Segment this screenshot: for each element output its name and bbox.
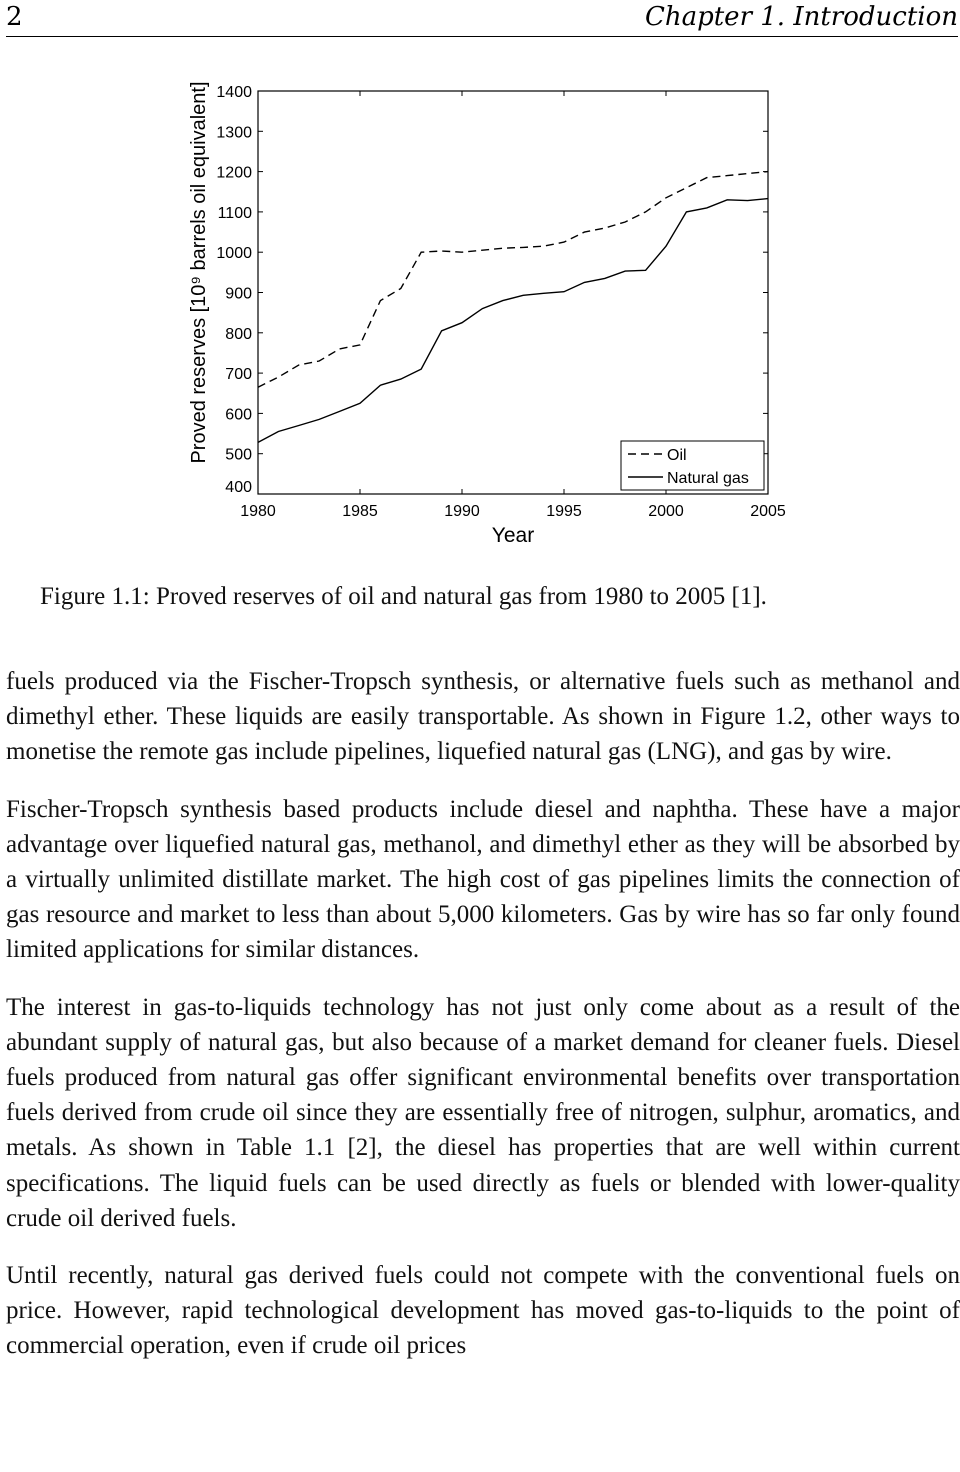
figure-caption: Figure 1.1: Proved reserves of oil and natural gas from 1980 to 2005 [1].: [40, 583, 767, 610]
paragraph-2: Fischer-Tropsch synthesis based products include diesel and naphtha. These have a major advantage over liquefied natural gas, methanol, and dimethyl ether as they will be absorbed by a virtually unlimited distillate market. The high cost of gas pipelines limits the connection of gas resource and market to less than about 5,000 kilometers. Gas by wire has so far only found limited applications for similar distances.: [6, 795, 960, 964]
y-tick-label: 400: [225, 479, 252, 496]
plot-frame: [258, 91, 768, 494]
x-axis-label: Year: [491, 524, 535, 547]
page-number: 2: [6, 2, 23, 32]
chart-series: [258, 172, 768, 443]
series-line-natural-gas: [258, 199, 768, 443]
x-tick-label: 1995: [546, 503, 582, 520]
x-tick-label: 2000: [648, 503, 684, 520]
y-tick-label: 900: [225, 285, 252, 303]
x-tick-label: 1980: [240, 503, 276, 520]
y-axis-label: Proved reserves [10⁹ barrels oil equivalent]: [188, 81, 210, 464]
chart-legend: [621, 441, 764, 490]
page-header: [0, 0, 960, 34]
y-tick-label: 700: [225, 366, 252, 384]
x-tick-label: 1985: [342, 503, 378, 520]
legend-label: Natural gas: [667, 470, 749, 487]
y-tick-label: 1000: [216, 245, 252, 263]
paragraph-1: fuels produced via the Fischer-Tropsch synthesis, or alternative fuels such as methanol and dimethyl ether. These liquids are easily transportable. As shown in Figure 1.2, other ways to monetise the remote gas include pipelines, liquefied natural gas (LNG), and gas by wire.: [6, 668, 960, 766]
y-tick-label: 1100: [217, 204, 252, 222]
y-tick-label: 500: [225, 446, 252, 464]
y-tick-label: 600: [225, 406, 252, 424]
x-tick-label: 2005: [750, 503, 786, 520]
legend-label: Oil: [667, 447, 687, 464]
y-tick-label: 1400: [216, 84, 252, 101]
paragraph-3: The interest in gas-to-liquids technology has not just only come about as a result of the abundant supply of natural gas, but also because of a market demand for cleaner fuels. Diesel fuels produced from natural gas offer significant environmental benefits over transportation fuels derived from crude oil since they are essentially free of nitrogen, sulphur, aromatics, and metals. As shown in Table 1.1 [2], the diesel has properties that are well within current specifications. The liquid fuels can be used directly as fuels or blended with lower-quality crude oil derived fuels.: [6, 993, 960, 1232]
body-text: [6, 664, 960, 1386]
running-title: Chapter 1. Introduction: [644, 2, 958, 32]
header-rule: [6, 36, 958, 37]
y-tick-label: 1300: [216, 124, 252, 142]
reserves-line-chart: [0, 60, 960, 560]
x-tick-label: 1990: [444, 503, 480, 520]
paragraph-4: Until recently, natural gas derived fuels could not compete with the conventional fuels on price. However, rapid technological development has moved gas-to-liquids to the point of commercial operation, even if crude oil prices: [6, 1262, 960, 1360]
y-tick-label: 800: [225, 325, 252, 343]
y-tick-label: 1200: [216, 164, 252, 182]
series-line-oil: [258, 172, 768, 388]
